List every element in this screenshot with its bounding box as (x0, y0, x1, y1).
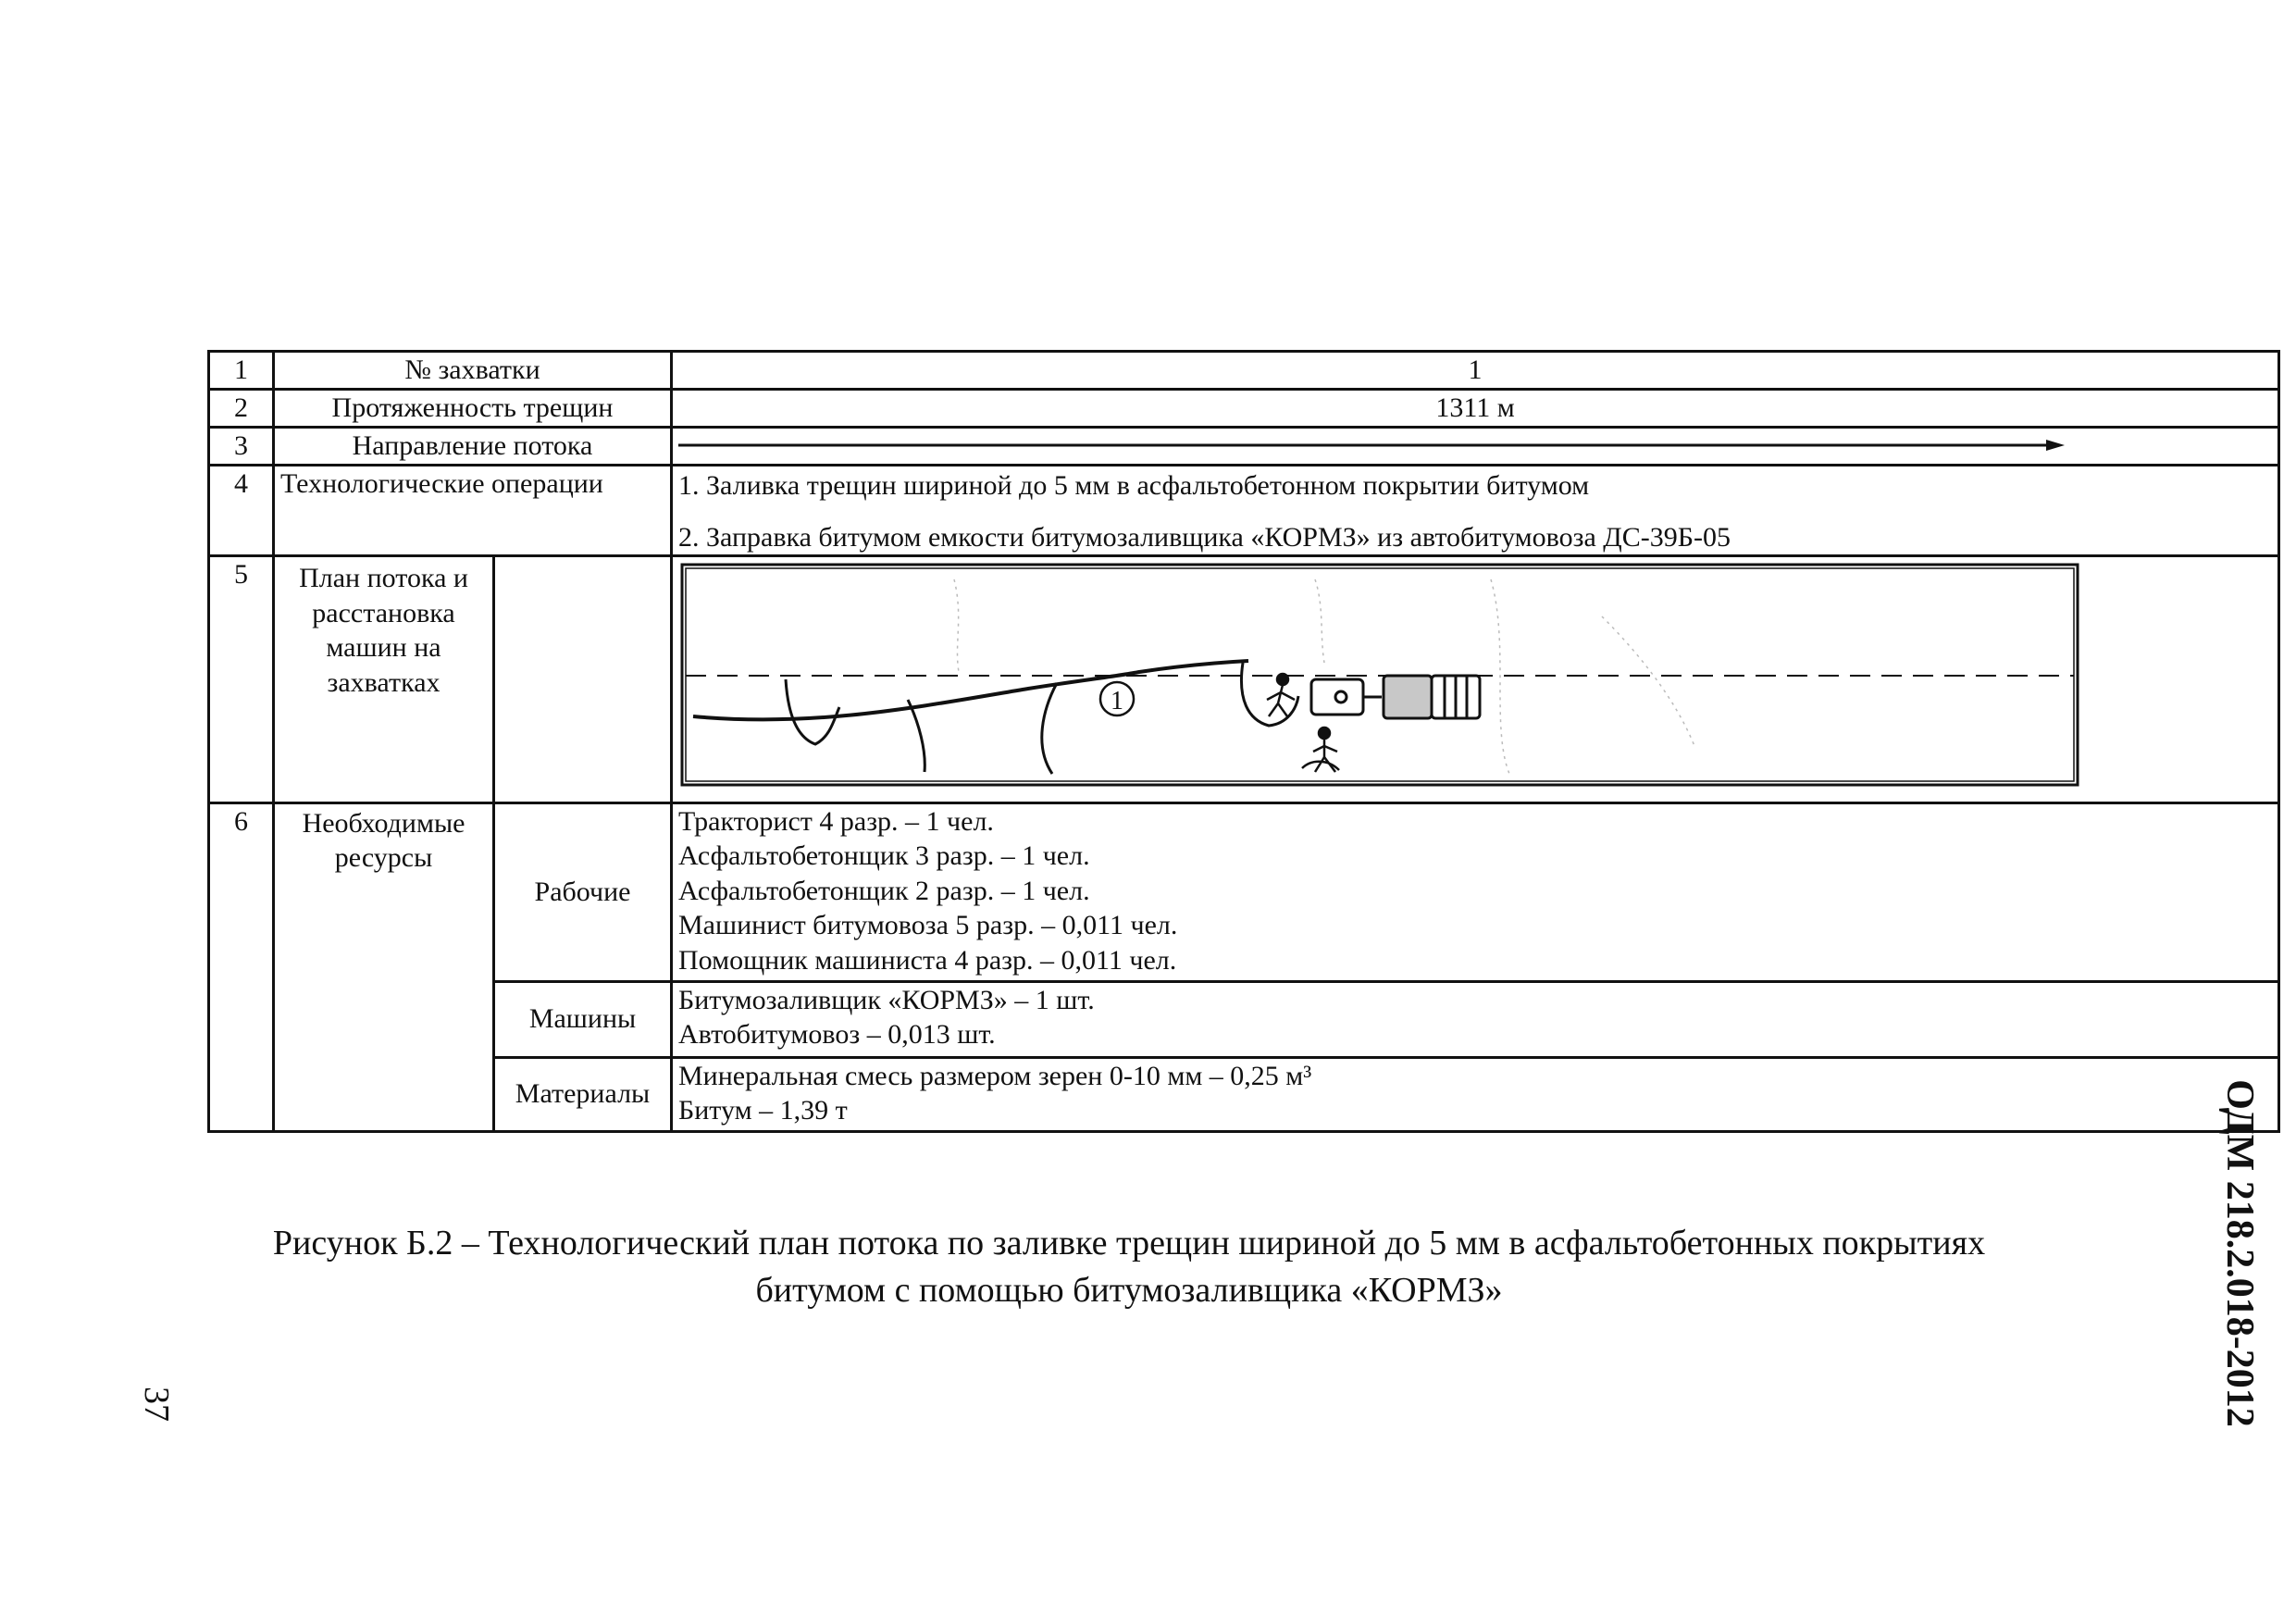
workers-label: Рабочие (494, 802, 672, 981)
row-number: 4 (209, 466, 274, 556)
tractor-icon (1384, 676, 1480, 718)
row-number: 5 (209, 556, 274, 803)
table-row (209, 352, 2279, 390)
row-label: Технологические операции (274, 466, 672, 556)
list-item: Машинист битумовоза 5 разр. – 0,011 чел. (678, 910, 1178, 940)
flow-plan-diagram (676, 561, 2083, 789)
page-number: 37 (137, 1387, 176, 1422)
table-row (209, 390, 2279, 428)
operations-cell (672, 466, 2279, 556)
list-item: Тракторист 4 разр. – 1 чел. (678, 805, 994, 837)
flow-direction-cell (672, 428, 2279, 466)
document-id: ОДМ 218.2.018-2012 (2218, 1079, 2261, 1427)
row-value: 1311 м (672, 390, 2279, 428)
list-item: Автобитумовоз – 0,013 шт. (678, 1019, 996, 1050)
empty-cell (494, 556, 672, 803)
flow-plan-cell (672, 556, 2279, 803)
flow-direction-arrow-icon (678, 436, 2066, 454)
list-item: Битумозаливщик «КОРМЗ» – 1 шт. (678, 984, 1095, 1015)
table-row (209, 428, 2279, 466)
worker-icon (1267, 674, 1295, 716)
list-item: Помощник машиниста 4 разр. – 0,011 чел. (678, 944, 1177, 976)
row-value: 1 (672, 352, 2279, 390)
bitumen-sprayer-icon (1311, 679, 1382, 715)
row-label: План потока и расстановка машин на захватках (274, 556, 494, 803)
row-number: 3 (209, 428, 274, 466)
row-number: 2 (209, 390, 274, 428)
list-item: Асфальтобетонщик 2 разр. – 1 чел. (678, 875, 1090, 906)
operation-item: 1. Заливка трещин шириной до 5 мм в асфальтобетонном покрытии битумом (678, 470, 1590, 501)
materials-label: Материалы (494, 1057, 672, 1131)
list-item: Минеральная смесь размером зерен 0-10 мм – 0,25 м³ (678, 1060, 1312, 1091)
table-row (209, 1057, 2279, 1131)
row-label: Протяженность трещин (274, 390, 672, 428)
worker-icon (1302, 728, 1339, 772)
table-row (209, 802, 2279, 981)
list-item: Асфальтобетонщик 3 разр. – 1 чел. (678, 840, 1090, 871)
row-label: Необходимые ресурсы (274, 802, 494, 1131)
technology-table (207, 350, 2280, 1133)
materials-list (672, 1057, 2279, 1131)
table-row (209, 556, 2279, 803)
operation-item: 2. Заправка битумом емкости битумозаливщика «КОРМЗ» из автобитумовоза ДС-39Б-05 (678, 521, 1731, 553)
row-label: Направление потока (274, 428, 672, 466)
machines-label: Машины (494, 981, 672, 1057)
table-row (209, 981, 2279, 1057)
list-item: Битум – 1,39 т (678, 1095, 848, 1126)
row-number: 6 (209, 802, 274, 1131)
figure-caption: Рисунок Б.2 – Технологический план потока по заливке трещин шириной до 5 мм в асфальтобетонных покрытиях битумом с помощью битумозаливщика «КОРМЗ» (272, 1224, 1986, 1311)
row-number: 1 (209, 352, 274, 390)
machines-list (672, 981, 2279, 1057)
row-label: № захватки (274, 352, 672, 390)
workers-list (672, 802, 2279, 981)
table-row (209, 466, 2279, 556)
capture-marker-label: 1 (1111, 687, 1123, 715)
